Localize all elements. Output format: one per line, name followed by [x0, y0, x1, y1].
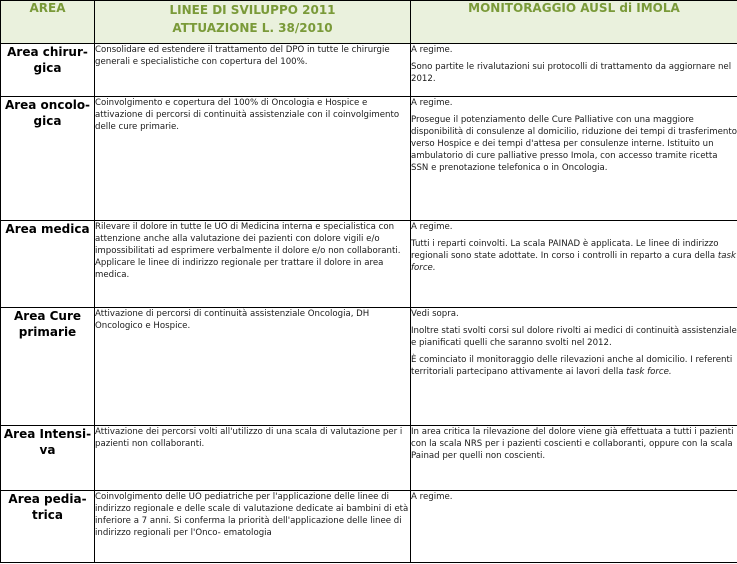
linee-cell: Attivazione dei percorsi volti all'utilizzo di una scala di valutazione per i pazienti non collaboranti. [95, 426, 411, 491]
area-cell [1, 308, 95, 426]
area-cell [1, 221, 95, 308]
header-linee-line2: ATTUAZIONE L. 38/2010 [172, 21, 333, 35]
table-row [1, 426, 737, 491]
area-cell [1, 491, 95, 563]
area-label-line: trica [32, 508, 63, 522]
table-row [1, 308, 737, 426]
monitor-paragraph: A regime. [411, 222, 453, 232]
area-label-line: Area Intensi- [3, 427, 92, 441]
area-label-line: gica [33, 114, 62, 128]
task-force-term: task force. [411, 251, 736, 273]
header-linee-line1: LINEE DI SVILUPPO 2011 [169, 3, 336, 17]
monitor-cell [411, 44, 737, 97]
monitor-cell [411, 97, 737, 221]
header-row [1, 1, 737, 44]
area-cell [1, 426, 95, 491]
header-area: AREA [1, 1, 95, 44]
linee-cell: Consolidare ed estendere il trattamento del DPO in tutte le chirurgie generali e specialistiche con copertura del 100%. [95, 44, 411, 97]
linee-cell: Rilevare il dolore in tutte le UO di Medicina interna e specialistica con attenzione anche alla valutazione dei pazienti con dolore vigili e/o impossibilitati ad esprimere verbalmente il dolore e/o non collaboranti. Applicare le linee di indirizzo regionale per trattare il dolore in area medica. [95, 221, 411, 308]
monitor-text: Tutti i reparti coinvolti. La scala PAINAD è applicata. Le linee di indirizzo regionali sono state adottate. In corso i controlli in reparto a cura della [411, 239, 719, 261]
area-label-line: Area pedia- [8, 492, 87, 506]
table-row [1, 221, 737, 308]
header-monitor: MONITORAGGIO AUSL di IMOLA [411, 1, 737, 44]
monitor-text: È cominciato il monitoraggio delle rilevazioni anche al domicilio. I referenti territoriali partecipano attivamente ai lavori della [411, 355, 733, 377]
table-row [1, 491, 737, 563]
task-force-term: task force. [626, 367, 672, 377]
monitor-paragraph: Vedi sopra. [411, 309, 459, 319]
monitor-cell [411, 491, 737, 563]
header-linee [95, 1, 411, 44]
linee-cell: Coinvolgimento e copertura del 100% di Oncologia e Hospice e attivazione di percorsi di continuità assistenziale con il coinvolgimento delle cure primarie. [95, 97, 411, 221]
monitor-paragraph: In area critica la rilevazione del dolore viene già effettuata a tutti i pazienti con la scala NRS per i pazienti coscienti e collaboranti, oppure con la scala Painad per quelli non coscienti. [411, 427, 734, 461]
area-label-line: primarie [18, 325, 77, 339]
area-cell [1, 44, 95, 97]
area-cell [1, 97, 95, 221]
area-label-line: Area chirur- [7, 45, 88, 59]
monitor-paragraph: Inoltre stati svolti corsi sul dolore rivolti ai medici di continuità assistenziale e pianificati quelli che saranno svolti nel 2012. [411, 326, 737, 348]
area-label-line: Area Cure [13, 309, 82, 323]
monitor-cell [411, 308, 737, 426]
monitor-paragraph: Prosegue il potenziamento delle Cure Palliative con una maggiore disponibilità di consulenze al domicilio, riduzione dei tempi di trasferimento verso Hospice e dei tempi d'attesa per consulenze interne. Istituito un ambulatorio di cure palliative presso Imola, con accesso tramite ricetta SSN e prenotazione telefonica o in Oncologia. [411, 115, 737, 173]
monitor-cell [411, 426, 737, 491]
table-row [1, 44, 737, 97]
monitor-paragraph: Sono partite le rivalutazioni sui protocolli di trattamento da aggiornare nel 2012. [411, 62, 732, 84]
monitor-paragraph: A regime. [411, 45, 453, 55]
area-label-line: gica [33, 61, 62, 75]
area-label-line: Area oncolo- [4, 98, 91, 112]
area-label-line: va [39, 443, 56, 457]
linee-cell: Coinvolgimento delle UO pediatriche per l'applicazione delle linee di indirizzo regionale e delle scale di valutazione dedicate ai bambini di età inferiore a 7 anni. Si conferma la priorità dell'applicazione delle linee di indirizzo regionali per l'Onco- ematologia [95, 491, 411, 563]
linee-cell: Attivazione di percorsi di continuità assistenziale Oncologia, DH Oncologico e Hospice. [95, 308, 411, 426]
monitor-paragraph [411, 354, 737, 378]
table-row [1, 97, 737, 221]
area-label-line: Area medica [5, 222, 90, 236]
monitor-paragraph: A regime. [411, 492, 453, 502]
monitor-paragraph: A regime. [411, 98, 453, 108]
monitor-cell [411, 221, 737, 308]
monitor-paragraph [411, 238, 737, 274]
